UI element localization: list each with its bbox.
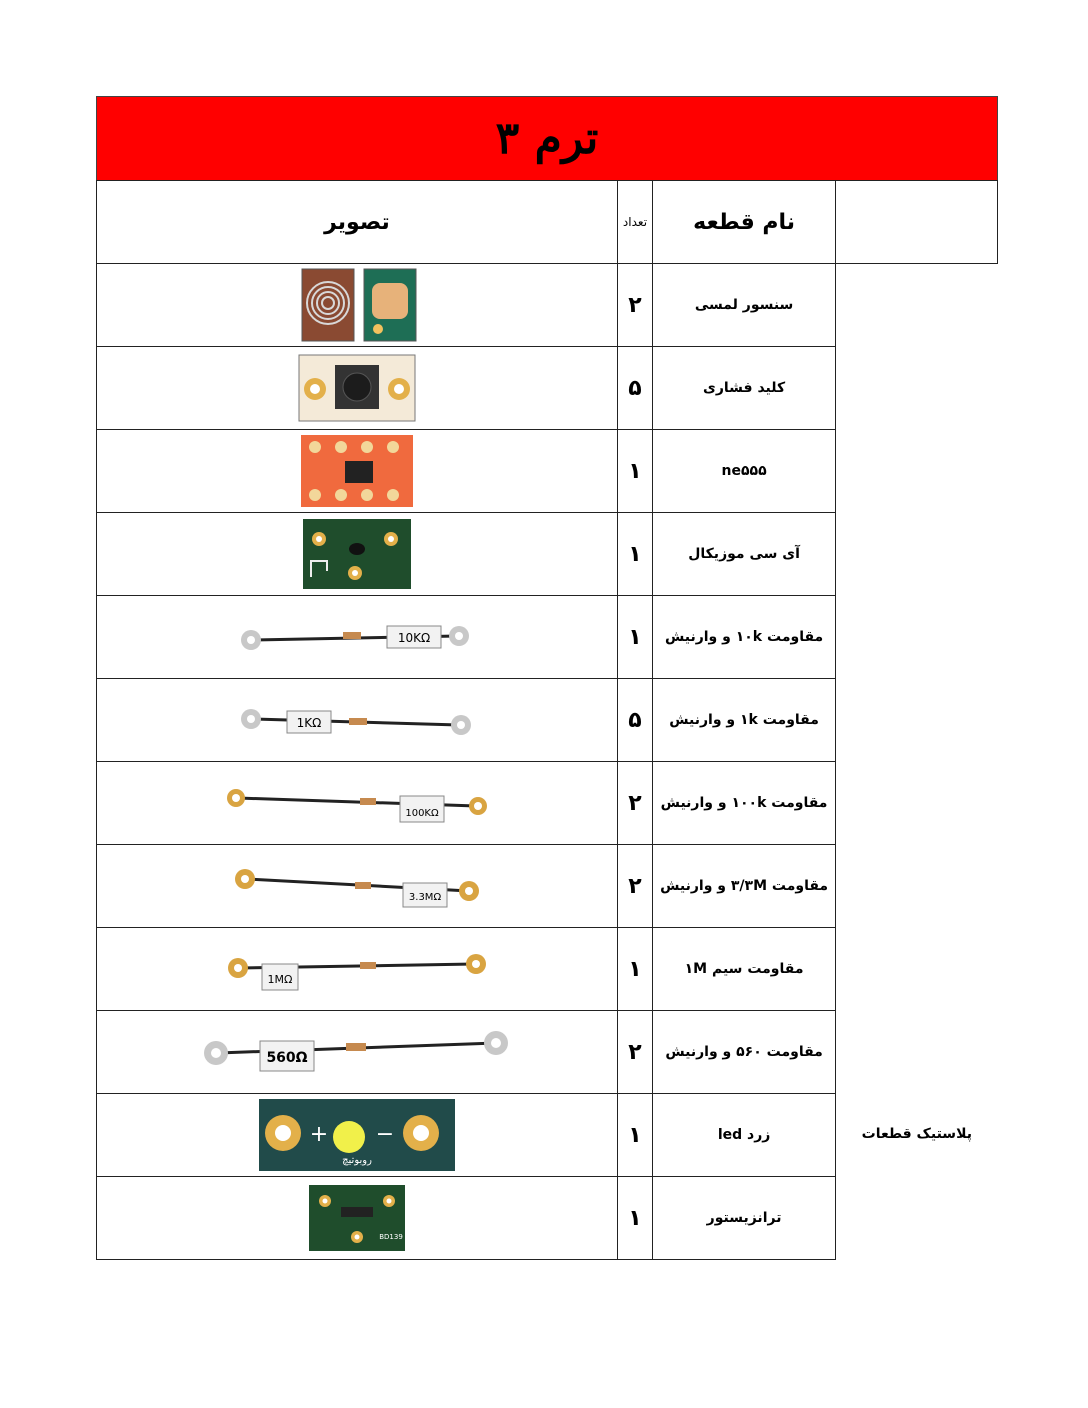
resistor-label: 3.3MΩ <box>408 892 442 903</box>
resistor-label: 560Ω <box>266 1050 308 1066</box>
header-name: نام قطعه <box>653 181 836 264</box>
part-name: مقاومت ۱k و وارنیش <box>653 679 836 762</box>
resistor-wire-icon <box>202 1027 512 1077</box>
part-image-cell <box>97 513 618 596</box>
header-quantity: تعداد <box>617 181 652 264</box>
quantity: ۲ <box>617 1011 652 1094</box>
part-image-cell <box>97 679 618 762</box>
part-name: ne۵۵۵ <box>653 430 836 513</box>
svg-text:+: + <box>309 1122 329 1147</box>
table-row <box>97 264 998 347</box>
resistor-label: 100KΩ <box>405 808 439 819</box>
quantity: ۱ <box>617 430 652 513</box>
quantity: ۱ <box>617 1094 652 1177</box>
parts-table <box>96 180 998 1260</box>
part-image-cell <box>97 928 618 1011</box>
resistor-wire-icon <box>237 695 477 745</box>
part-image-cell <box>97 347 618 430</box>
part-name: زرد led <box>653 1094 836 1177</box>
title-bar <box>96 96 998 181</box>
part-image-cell <box>97 1094 618 1177</box>
resistor-label: 10KΩ <box>397 631 431 645</box>
resistor-wire-icon <box>237 612 477 662</box>
resistor-wire-icon <box>233 861 481 911</box>
quantity: ۲ <box>617 845 652 928</box>
category-label: پلاستیک قطعات <box>861 1125 972 1142</box>
part-name: سنسور لمسی <box>653 264 836 347</box>
resistor-wire-icon <box>224 778 490 828</box>
led-board-label: روبوتیچ <box>342 1155 372 1166</box>
resistor-wire-icon <box>224 944 490 994</box>
push-button-board-icon <box>297 351 417 425</box>
part-image-cell <box>97 1177 618 1260</box>
resistor-label: 1KΩ <box>296 716 322 730</box>
quantity: ۱ <box>617 1177 652 1260</box>
part-name: ترانزیستور <box>653 1177 836 1260</box>
led-board-icon <box>257 1097 457 1173</box>
transistor-board-icon <box>307 1183 407 1253</box>
part-image-cell <box>97 430 618 513</box>
page-title: ترم ۳ <box>495 113 599 164</box>
transistor-board-label: BD139 <box>379 1233 403 1241</box>
quantity: ۲ <box>617 762 652 845</box>
part-image-cell <box>97 762 618 845</box>
part-image-cell <box>97 845 618 928</box>
part-name: مقاومت ۱۰۰k و وارنیش <box>653 762 836 845</box>
musical-ic-board-icon <box>301 517 413 591</box>
svg-text:−: − <box>375 1122 395 1147</box>
header-image: تصویر <box>97 181 618 264</box>
part-image-cell <box>97 1011 618 1094</box>
part-name: مقاومت ۱۰k و وارنیش <box>653 596 836 679</box>
quantity: ۱ <box>617 596 652 679</box>
part-name: مقاومت ۵۶۰ و وارنیش <box>653 1011 836 1094</box>
part-image-cell <box>97 264 618 347</box>
part-name: کلید فشاری <box>653 347 836 430</box>
quantity: ۱ <box>617 513 652 596</box>
resistor-label: 1MΩ <box>267 973 293 986</box>
quantity: ۵ <box>617 679 652 762</box>
part-name: مقاومت ۳/۳M و وارنیش <box>653 845 836 928</box>
ne555-board-icon <box>299 433 415 509</box>
part-name: آی سی موزیکال <box>653 513 836 596</box>
part-name: مقاومت سیم ۱M <box>653 928 836 1011</box>
quantity: ۲ <box>617 264 652 347</box>
quantity: ۱ <box>617 928 652 1011</box>
touch-sensor-board-icon <box>292 267 422 343</box>
category-cell <box>836 264 998 1260</box>
header-category <box>836 181 998 264</box>
quantity: ۵ <box>617 347 652 430</box>
part-image-cell <box>97 596 618 679</box>
table-header-row <box>97 181 998 264</box>
